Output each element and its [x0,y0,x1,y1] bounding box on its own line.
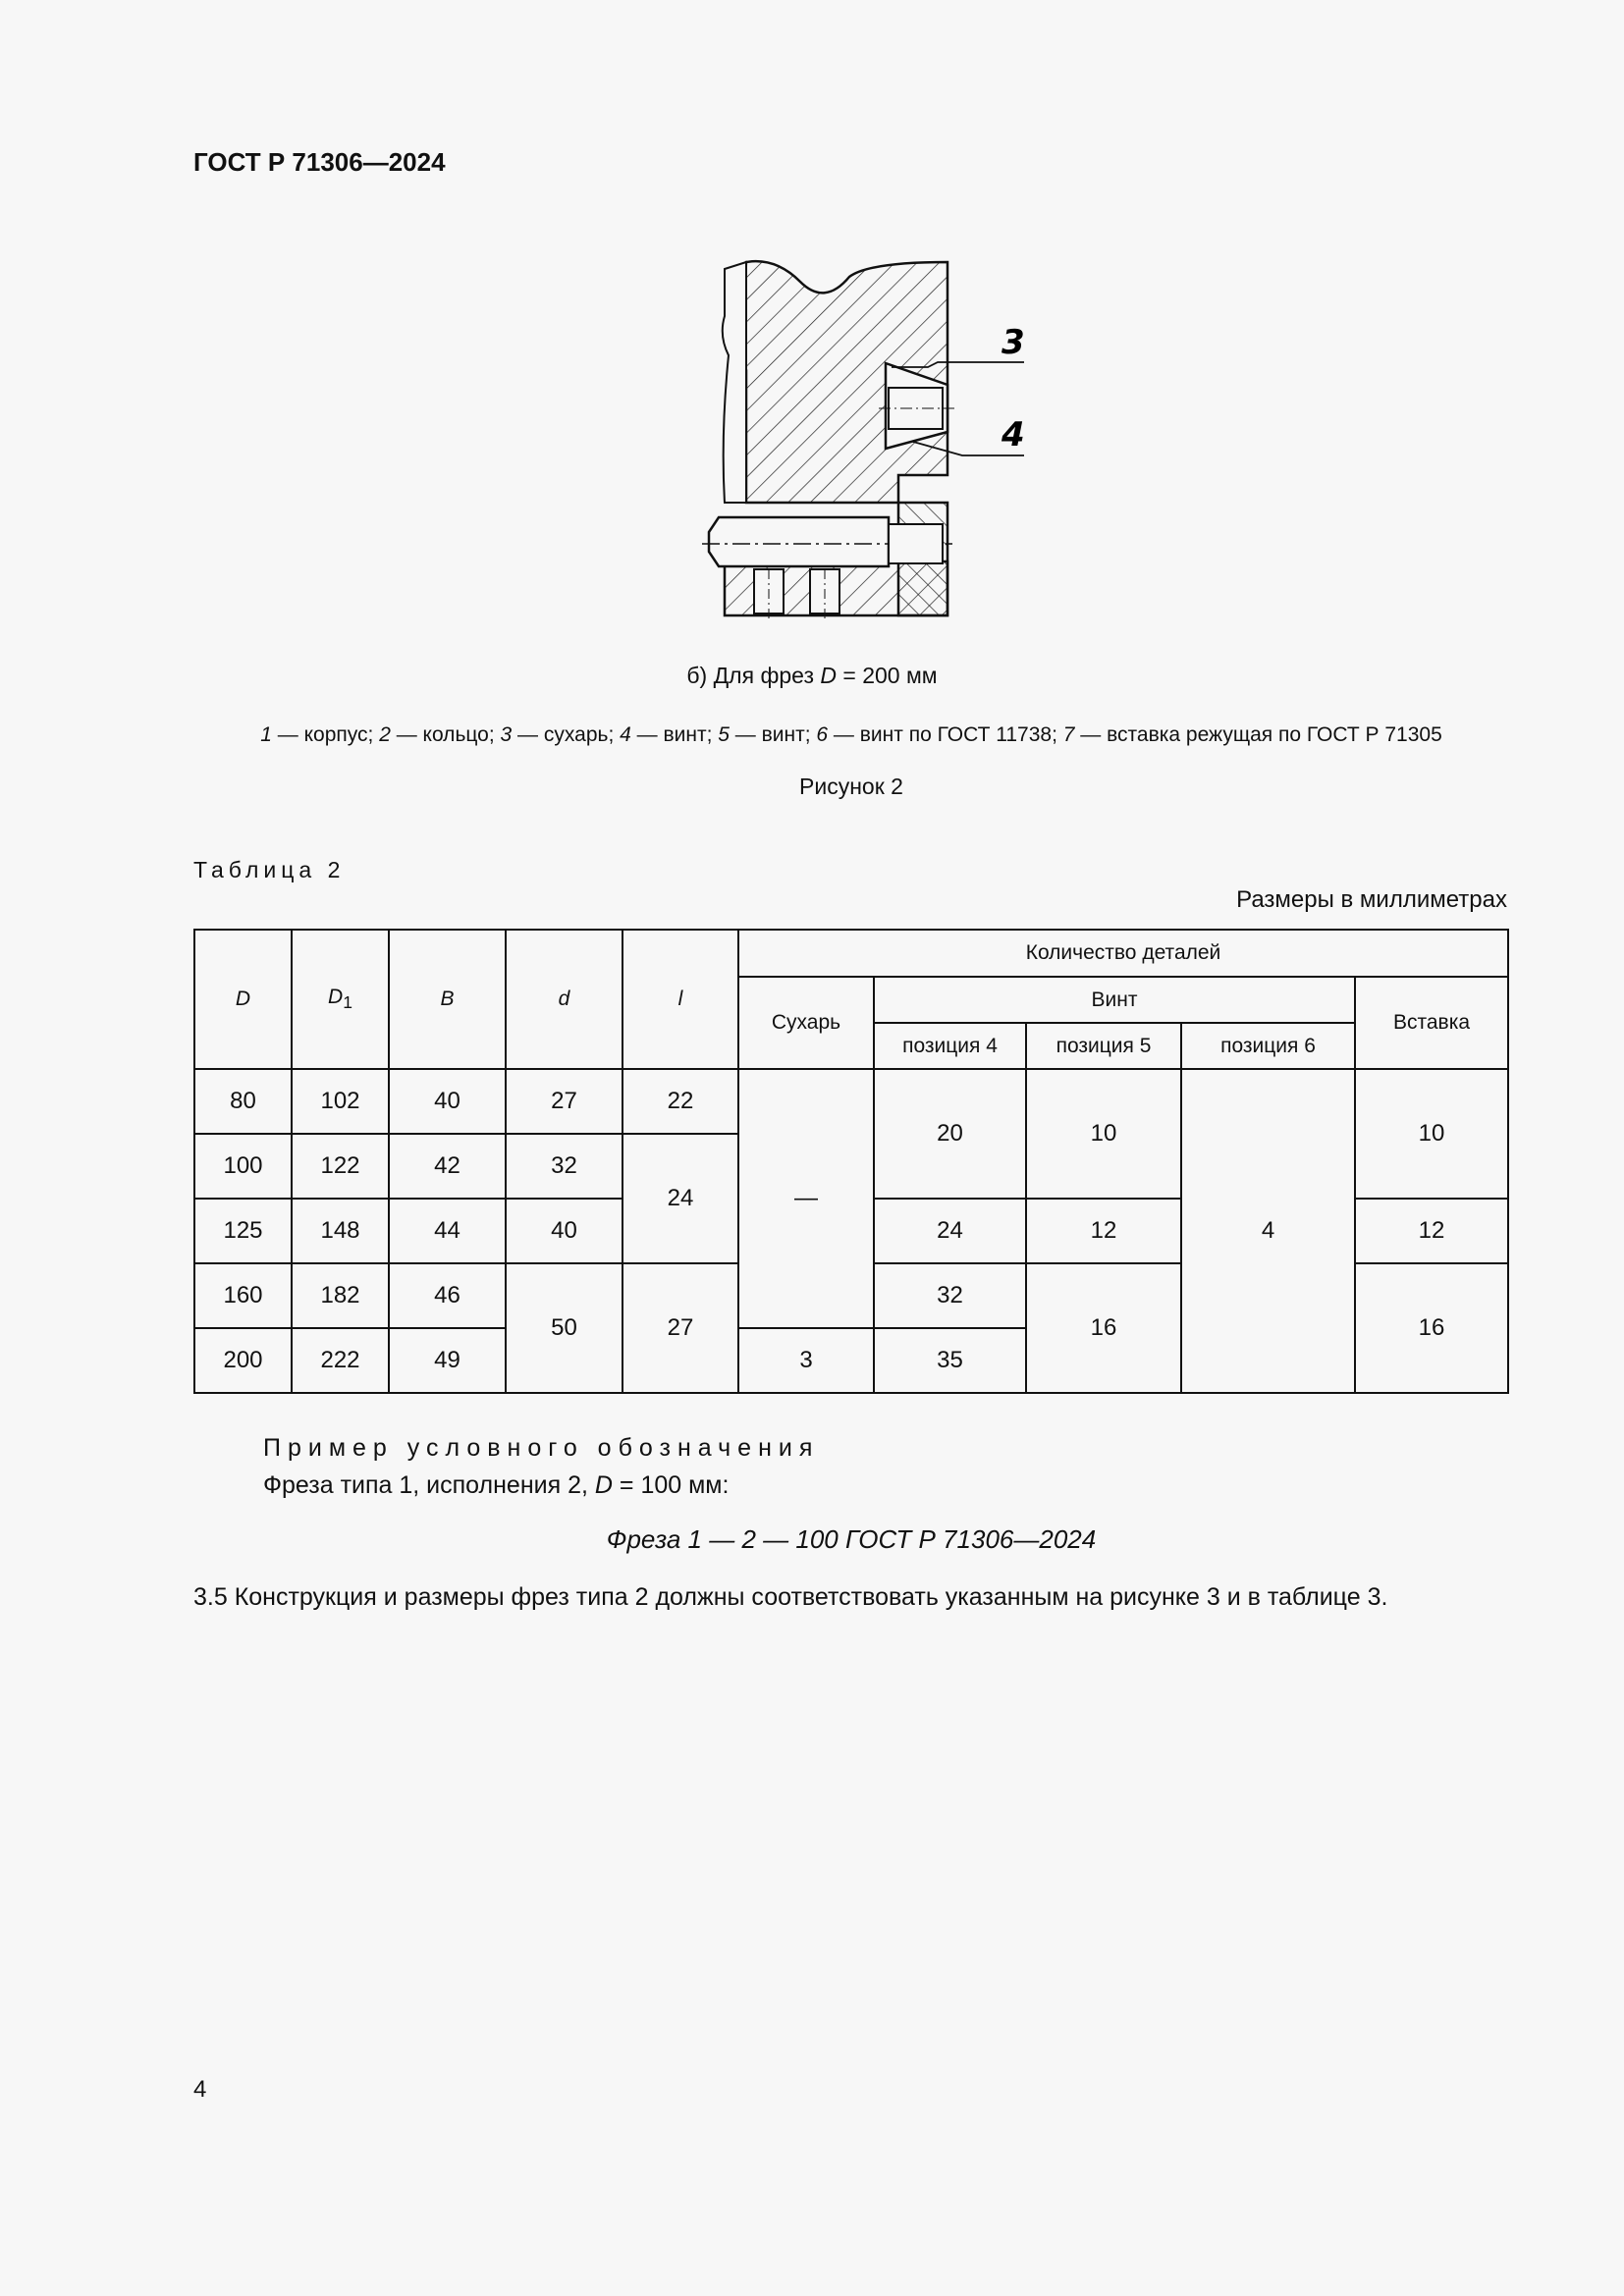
cell: 22 [623,1069,738,1134]
cell: 160 [194,1263,292,1328]
page-number: 4 [193,2076,207,2103]
cell: 32 [506,1134,623,1199]
cell: 122 [292,1134,389,1199]
callout-4: 4 [1001,415,1025,454]
document-header: ГОСТ Р 71306—2024 [193,147,446,177]
dimensions-table [193,929,1509,1394]
col-header-vstavka: Вставка [1355,977,1508,1069]
cell: 20 [874,1069,1026,1199]
cell: 24 [874,1199,1026,1263]
col-header-D: D [194,930,292,1069]
left-plate [723,262,746,503]
cell: 35 [874,1328,1026,1393]
cell: 24 [623,1134,738,1263]
example-designation: Фреза 1 — 2 — 100 ГОСТ Р 71306—2024 [606,1524,1097,1554]
table-row [194,1069,1508,1134]
cell: 27 [623,1263,738,1393]
cell: 148 [292,1199,389,1263]
cell: 10 [1355,1069,1508,1199]
example-line: Фреза типа 1, исполнения 2, D = 100 мм: [263,1471,730,1499]
figure-title: Рисунок 2 [799,774,903,799]
col-header-pos6: позиция 6 [1181,1023,1355,1069]
table-units: Размеры в миллиметрах [1236,886,1507,913]
cell: 16 [1026,1263,1181,1393]
cell: 46 [389,1263,506,1328]
cell: 80 [194,1069,292,1134]
cell: 222 [292,1328,389,1393]
cell: — [738,1069,874,1328]
cell: 125 [194,1199,292,1263]
col-header-d: d [506,930,623,1069]
cell: 50 [506,1263,623,1393]
screw-4 [889,388,943,429]
cell: 102 [292,1069,389,1134]
cell: 100 [194,1134,292,1199]
col-header-sukhar: Сухарь [738,977,874,1069]
table-title: Таблица 2 [193,857,346,882]
cell: 32 [874,1263,1026,1328]
cell: 44 [389,1199,506,1263]
cell: 3 [738,1328,874,1393]
cell: 40 [506,1199,623,1263]
col-header-B: B [389,930,506,1069]
pin [709,517,889,566]
col-header-pos4: позиция 4 [874,1023,1026,1069]
callout-3: 3 [1001,323,1025,362]
example-label: Пример условного обозначения [263,1434,820,1462]
col-header-D1: $D_1$ [292,930,389,1069]
technical-drawing [677,257,1051,630]
col-header-pos5: позиция 5 [1026,1023,1181,1069]
col-header-vint: Винт [874,977,1355,1023]
section-paragraph: 3.5 Конструкция и размеры фрез типа 2 должны соответствовать указанным на рисунке 3 и в таблице 3. [193,1583,1388,1611]
cell: 16 [1355,1263,1508,1393]
figure-subcaption: б) Для фрез D = 200 мм [686,663,938,688]
cell: 12 [1026,1199,1181,1263]
cell: 12 [1355,1199,1508,1263]
col-header-l: l [623,930,738,1069]
cell: 40 [389,1069,506,1134]
cell: 182 [292,1263,389,1328]
figure-legend: 1 — корпус; 2 — кольцо; 3 — сухарь; 4 — винт; 5 — винт; 6 — винт по ГОСТ 11738; 7 — вставка режущая по ГОСТ Р 71305 [260,723,1442,746]
cell: 200 [194,1328,292,1393]
cell: 42 [389,1134,506,1199]
cell: 4 [1181,1069,1355,1393]
cell: 10 [1026,1069,1181,1199]
col-header-quantity: Количество деталей [738,930,1508,977]
cell: 27 [506,1069,623,1134]
cell: 49 [389,1328,506,1393]
